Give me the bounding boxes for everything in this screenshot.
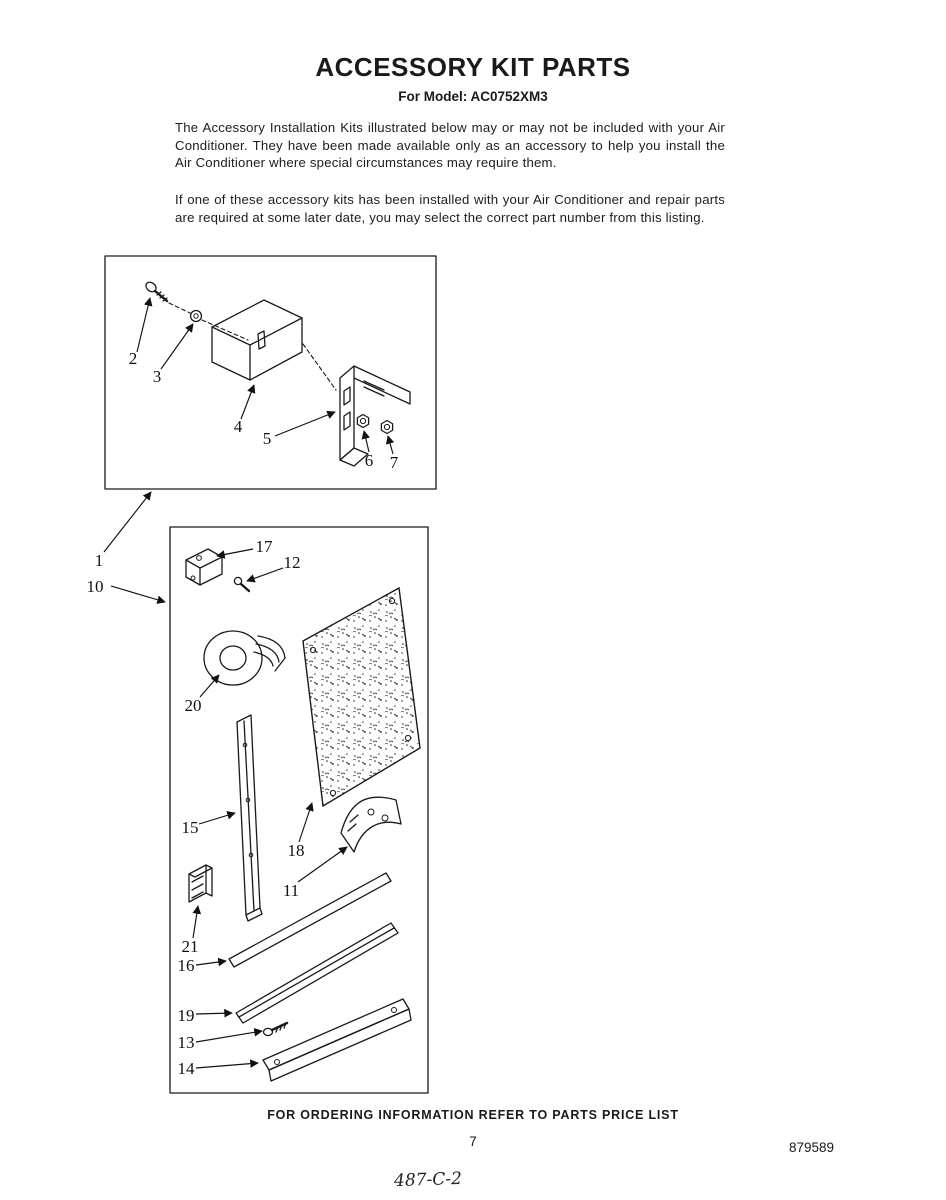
callout-14: 14 bbox=[177, 1059, 195, 1078]
seal-strip-part-19 bbox=[236, 923, 398, 1023]
sill-bracket-part-14 bbox=[263, 999, 411, 1081]
kit1-group bbox=[95, 256, 436, 570]
leader-12 bbox=[247, 568, 283, 581]
angle-bracket-part-5 bbox=[340, 366, 410, 466]
filler-panel-part-18 bbox=[303, 588, 420, 806]
callout-13: 13 bbox=[177, 1033, 195, 1052]
leader-21 bbox=[193, 906, 198, 938]
nut-part-6 bbox=[357, 415, 368, 428]
callout-2: 2 bbox=[128, 349, 138, 368]
callout-19: 19 bbox=[177, 1006, 195, 1025]
leader-11 bbox=[298, 847, 347, 882]
leader-5 bbox=[275, 412, 335, 436]
gasket-roll-part-20 bbox=[204, 631, 285, 685]
channel-bar-part-15 bbox=[237, 715, 262, 921]
intro-paragraph-1: The Accessory Installation Kits illustrated below may or may not be included with your Air Conditioner. They have been made available only as an accessory to help you install the Air Conditioner where special circumstances may require them. bbox=[175, 120, 725, 171]
intro-paragraph-2: If one of these accessory kits has been installed with your Air Conditioner and repair parts are required at some later date, you may select the correct part number from this listing. bbox=[175, 192, 725, 225]
leader-2 bbox=[137, 298, 150, 352]
leader-14 bbox=[196, 1063, 258, 1068]
callout-kit1: 1 bbox=[94, 551, 104, 570]
callout-17: 17 bbox=[255, 537, 273, 556]
callout-5: 5 bbox=[262, 429, 272, 448]
model-line: For Model: AC0752XM3 bbox=[398, 89, 548, 104]
leader-19 bbox=[196, 1013, 232, 1014]
kit2-group bbox=[87, 527, 429, 1093]
leader-20 bbox=[200, 675, 219, 697]
page-title: ACCESSORY KIT PARTS bbox=[315, 52, 631, 82]
leader-kit2 bbox=[111, 586, 165, 602]
assembly-line bbox=[169, 303, 190, 313]
doc-number: 879589 bbox=[789, 1140, 835, 1155]
foam-block-part-21 bbox=[189, 865, 212, 902]
callout-7: 7 bbox=[389, 453, 399, 472]
leader-15 bbox=[199, 813, 235, 824]
handwritten-code: 487-C-2 bbox=[393, 1168, 463, 1192]
cover-plate-part-4 bbox=[212, 300, 302, 380]
leader-3 bbox=[161, 324, 193, 369]
leader-17 bbox=[217, 549, 253, 556]
leader-kit1 bbox=[104, 492, 151, 552]
callout-6: 6 bbox=[364, 451, 374, 470]
leader-4 bbox=[241, 385, 254, 419]
page-number: 7 bbox=[469, 1134, 477, 1149]
screw-part-2 bbox=[144, 280, 167, 301]
leader-16 bbox=[196, 961, 226, 965]
leader-7 bbox=[388, 436, 393, 454]
leader-6 bbox=[364, 431, 369, 452]
callout-15: 15 bbox=[181, 818, 199, 837]
curved-bracket-part-11 bbox=[341, 797, 401, 852]
leader-18 bbox=[299, 803, 312, 842]
callout-4: 4 bbox=[233, 417, 243, 436]
callout-18: 18 bbox=[287, 841, 305, 860]
callout-3: 3 bbox=[152, 367, 162, 386]
washer-part-3 bbox=[191, 311, 202, 322]
callout-20: 20 bbox=[184, 696, 202, 715]
callout-16: 16 bbox=[177, 956, 195, 975]
callout-12: 12 bbox=[283, 553, 301, 572]
screw-part-13 bbox=[264, 1023, 288, 1036]
nut-part-7 bbox=[381, 421, 392, 434]
angle-bracket-part-17 bbox=[186, 549, 222, 585]
callout-21: 21 bbox=[181, 937, 199, 956]
assembly-line bbox=[202, 320, 248, 340]
assembly-line bbox=[303, 344, 336, 390]
screw-part-12 bbox=[234, 577, 249, 591]
callout-11: 11 bbox=[282, 881, 300, 900]
footer-note: FOR ORDERING INFORMATION REFER TO PARTS PRICE LIST bbox=[267, 1108, 679, 1122]
leader-13 bbox=[196, 1031, 262, 1042]
callout-kit2: 10 bbox=[86, 577, 104, 596]
